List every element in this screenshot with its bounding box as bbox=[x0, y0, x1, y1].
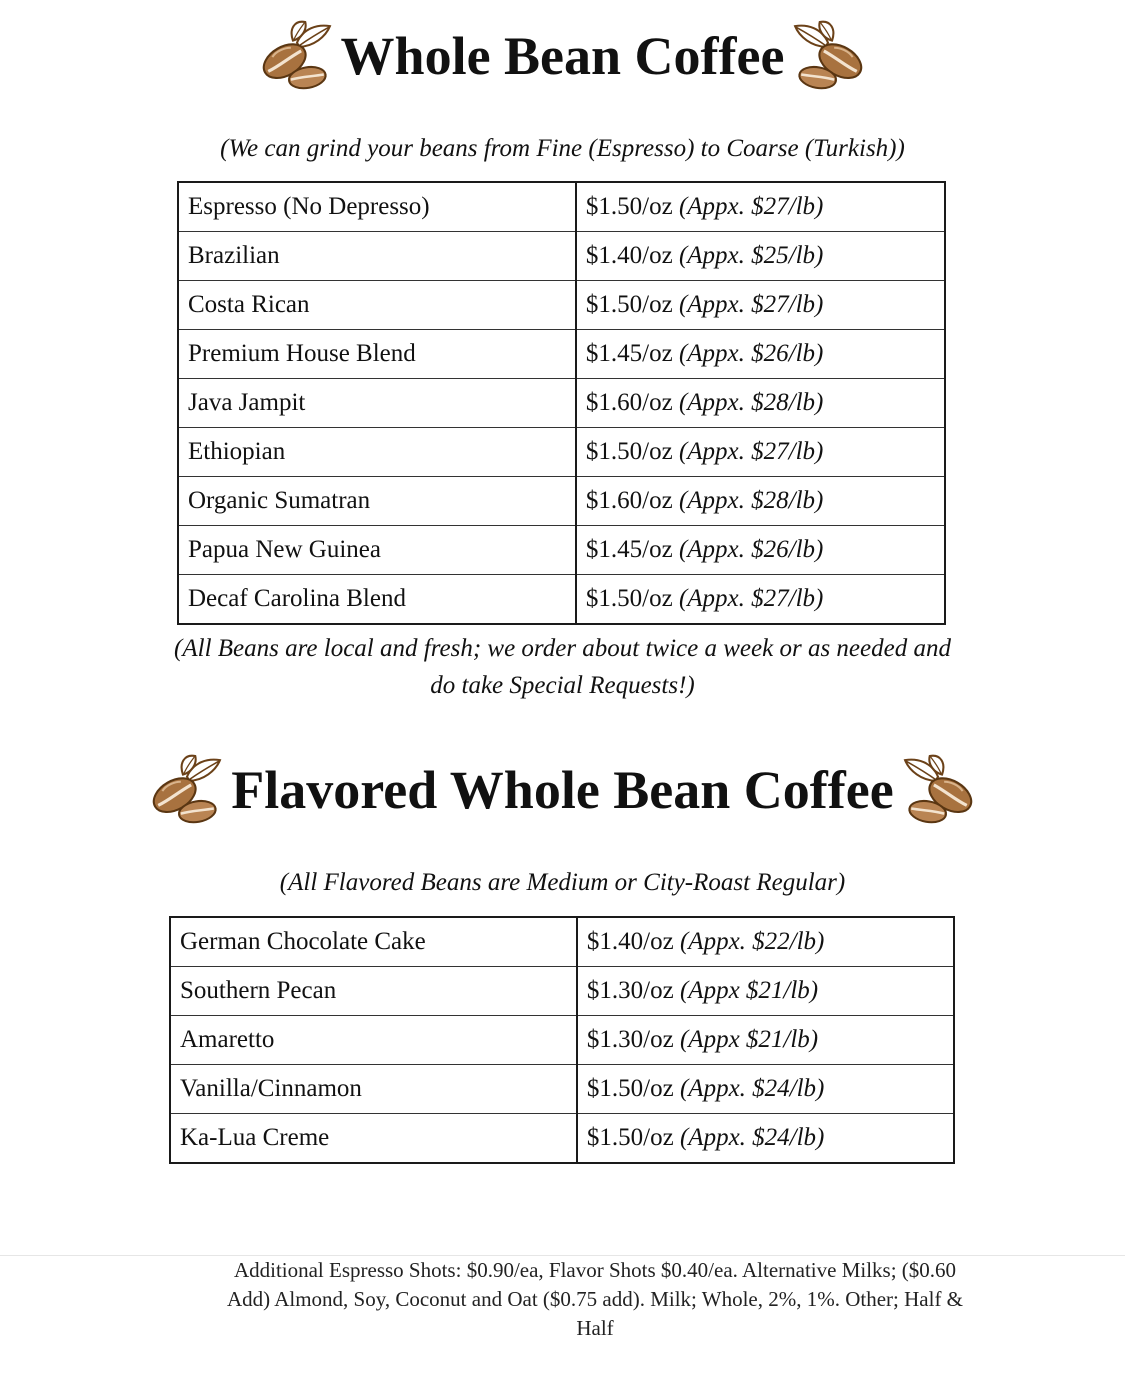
item-approx-price: (Appx $21/lb) bbox=[679, 977, 819, 1004]
item-price: $1.50/oz bbox=[586, 1124, 674, 1151]
table-row bbox=[170, 1016, 954, 1065]
whole-bean-note-line-2: do take Special Requests!) bbox=[430, 672, 695, 699]
item-name: Southern Pecan bbox=[170, 967, 577, 1016]
item-name: Amaretto bbox=[170, 1016, 577, 1065]
table-row bbox=[170, 1114, 954, 1164]
item-price: $1.50/oz bbox=[585, 291, 673, 318]
item-approx-price: (Appx. $25/lb) bbox=[678, 242, 824, 269]
item-price-cell bbox=[577, 1065, 954, 1114]
item-price: $1.30/oz bbox=[586, 977, 674, 1004]
table-row bbox=[178, 526, 945, 575]
item-price: $1.50/oz bbox=[585, 438, 673, 465]
item-price-cell bbox=[576, 330, 945, 379]
item-approx-price: (Appx. $24/lb) bbox=[679, 1075, 825, 1102]
item-price-cell bbox=[577, 917, 954, 967]
coffee-beans-with-leaves-icon bbox=[257, 20, 335, 92]
item-price-cell bbox=[576, 379, 945, 428]
table-row bbox=[178, 575, 945, 625]
table-row bbox=[178, 182, 945, 232]
item-name: Papua New Guinea bbox=[178, 526, 576, 575]
item-price-cell bbox=[576, 182, 945, 232]
item-approx-price: (Appx. $26/lb) bbox=[678, 340, 824, 367]
item-approx-price: (Appx. $28/lb) bbox=[678, 487, 824, 514]
item-price: $1.60/oz bbox=[585, 389, 673, 416]
table-row bbox=[178, 477, 945, 526]
whole-bean-price-table bbox=[177, 181, 946, 625]
flavored-price-table bbox=[169, 916, 955, 1164]
item-name: German Chocolate Cake bbox=[170, 917, 577, 967]
item-approx-price: (Appx. $27/lb) bbox=[678, 438, 824, 465]
item-price: $1.45/oz bbox=[585, 340, 673, 367]
item-price-cell bbox=[576, 281, 945, 330]
table-row bbox=[170, 1065, 954, 1114]
item-approx-price: (Appx $21/lb) bbox=[679, 1026, 819, 1053]
footer-line-2: Add) Almond, Soy, Coconut and Oat ($0.75 add). Milk; Whole, 2%, 1%. Other; Half & bbox=[226, 1287, 964, 1311]
flavored-heading bbox=[0, 754, 1125, 826]
item-name: Premium House Blend bbox=[178, 330, 576, 379]
item-name: Vanilla/Cinnamon bbox=[170, 1065, 577, 1114]
table-row bbox=[178, 232, 945, 281]
table-row bbox=[170, 967, 954, 1016]
item-name: Espresso (No Depresso) bbox=[178, 182, 576, 232]
footer-additions-note bbox=[200, 1256, 990, 1343]
item-price-cell bbox=[576, 232, 945, 281]
whole-bean-note-line-1: (All Beans are local and fresh; we order about twice a week or as needed and bbox=[174, 635, 951, 662]
item-approx-price: (Appx. $27/lb) bbox=[678, 193, 824, 220]
whole-bean-note bbox=[100, 630, 1025, 704]
footer-line-3: Half bbox=[576, 1316, 614, 1340]
item-name: Brazilian bbox=[178, 232, 576, 281]
item-approx-price: (Appx. $26/lb) bbox=[678, 536, 824, 563]
item-price: $1.50/oz bbox=[585, 585, 673, 612]
item-name: Ethiopian bbox=[178, 428, 576, 477]
item-name: Organic Sumatran bbox=[178, 477, 576, 526]
coffee-beans-with-leaves-icon bbox=[900, 754, 978, 826]
item-name: Costa Rican bbox=[178, 281, 576, 330]
whole-bean-heading bbox=[0, 20, 1125, 92]
item-approx-price: (Appx. $27/lb) bbox=[678, 291, 824, 318]
item-approx-price: (Appx. $28/lb) bbox=[678, 389, 824, 416]
item-price-cell bbox=[576, 575, 945, 625]
table-row bbox=[178, 428, 945, 477]
whole-bean-title: Whole Bean Coffee bbox=[340, 26, 785, 86]
item-price-cell bbox=[576, 477, 945, 526]
item-approx-price: (Appx. $27/lb) bbox=[678, 585, 824, 612]
flavored-subtitle: (All Flavored Beans are Medium or City-Roast Regular) bbox=[279, 869, 846, 896]
whole-bean-subtitle: (We can grind your beans from Fine (Espresso) to Coarse (Turkish)) bbox=[220, 135, 905, 162]
flavored-title: Flavored Whole Bean Coffee bbox=[231, 760, 894, 820]
item-price: $1.60/oz bbox=[585, 487, 673, 514]
item-price-cell bbox=[576, 428, 945, 477]
item-price: $1.50/oz bbox=[585, 193, 673, 220]
item-price-cell bbox=[577, 967, 954, 1016]
footer-line-1: Additional Espresso Shots: $0.90/ea, Flavor Shots $0.40/ea. Alternative Milks; ($0.60 bbox=[233, 1258, 957, 1282]
item-price-cell bbox=[577, 1016, 954, 1065]
coffee-beans-with-leaves-icon bbox=[790, 20, 868, 92]
coffee-beans-with-leaves-icon bbox=[147, 754, 225, 826]
item-price: $1.30/oz bbox=[586, 1026, 674, 1053]
item-price-cell bbox=[576, 526, 945, 575]
item-name: Ka-Lua Creme bbox=[170, 1114, 577, 1164]
item-approx-price: (Appx. $22/lb) bbox=[679, 928, 825, 955]
table-row bbox=[170, 917, 954, 967]
item-price: $1.40/oz bbox=[585, 242, 673, 269]
item-name: Java Jampit bbox=[178, 379, 576, 428]
table-row bbox=[178, 281, 945, 330]
item-price: $1.50/oz bbox=[586, 1075, 674, 1102]
item-name: Decaf Carolina Blend bbox=[178, 575, 576, 625]
table-row bbox=[178, 379, 945, 428]
item-approx-price: (Appx. $24/lb) bbox=[679, 1124, 825, 1151]
item-price: $1.45/oz bbox=[585, 536, 673, 563]
table-row bbox=[178, 330, 945, 379]
item-price-cell bbox=[577, 1114, 954, 1164]
item-price: $1.40/oz bbox=[586, 928, 674, 955]
